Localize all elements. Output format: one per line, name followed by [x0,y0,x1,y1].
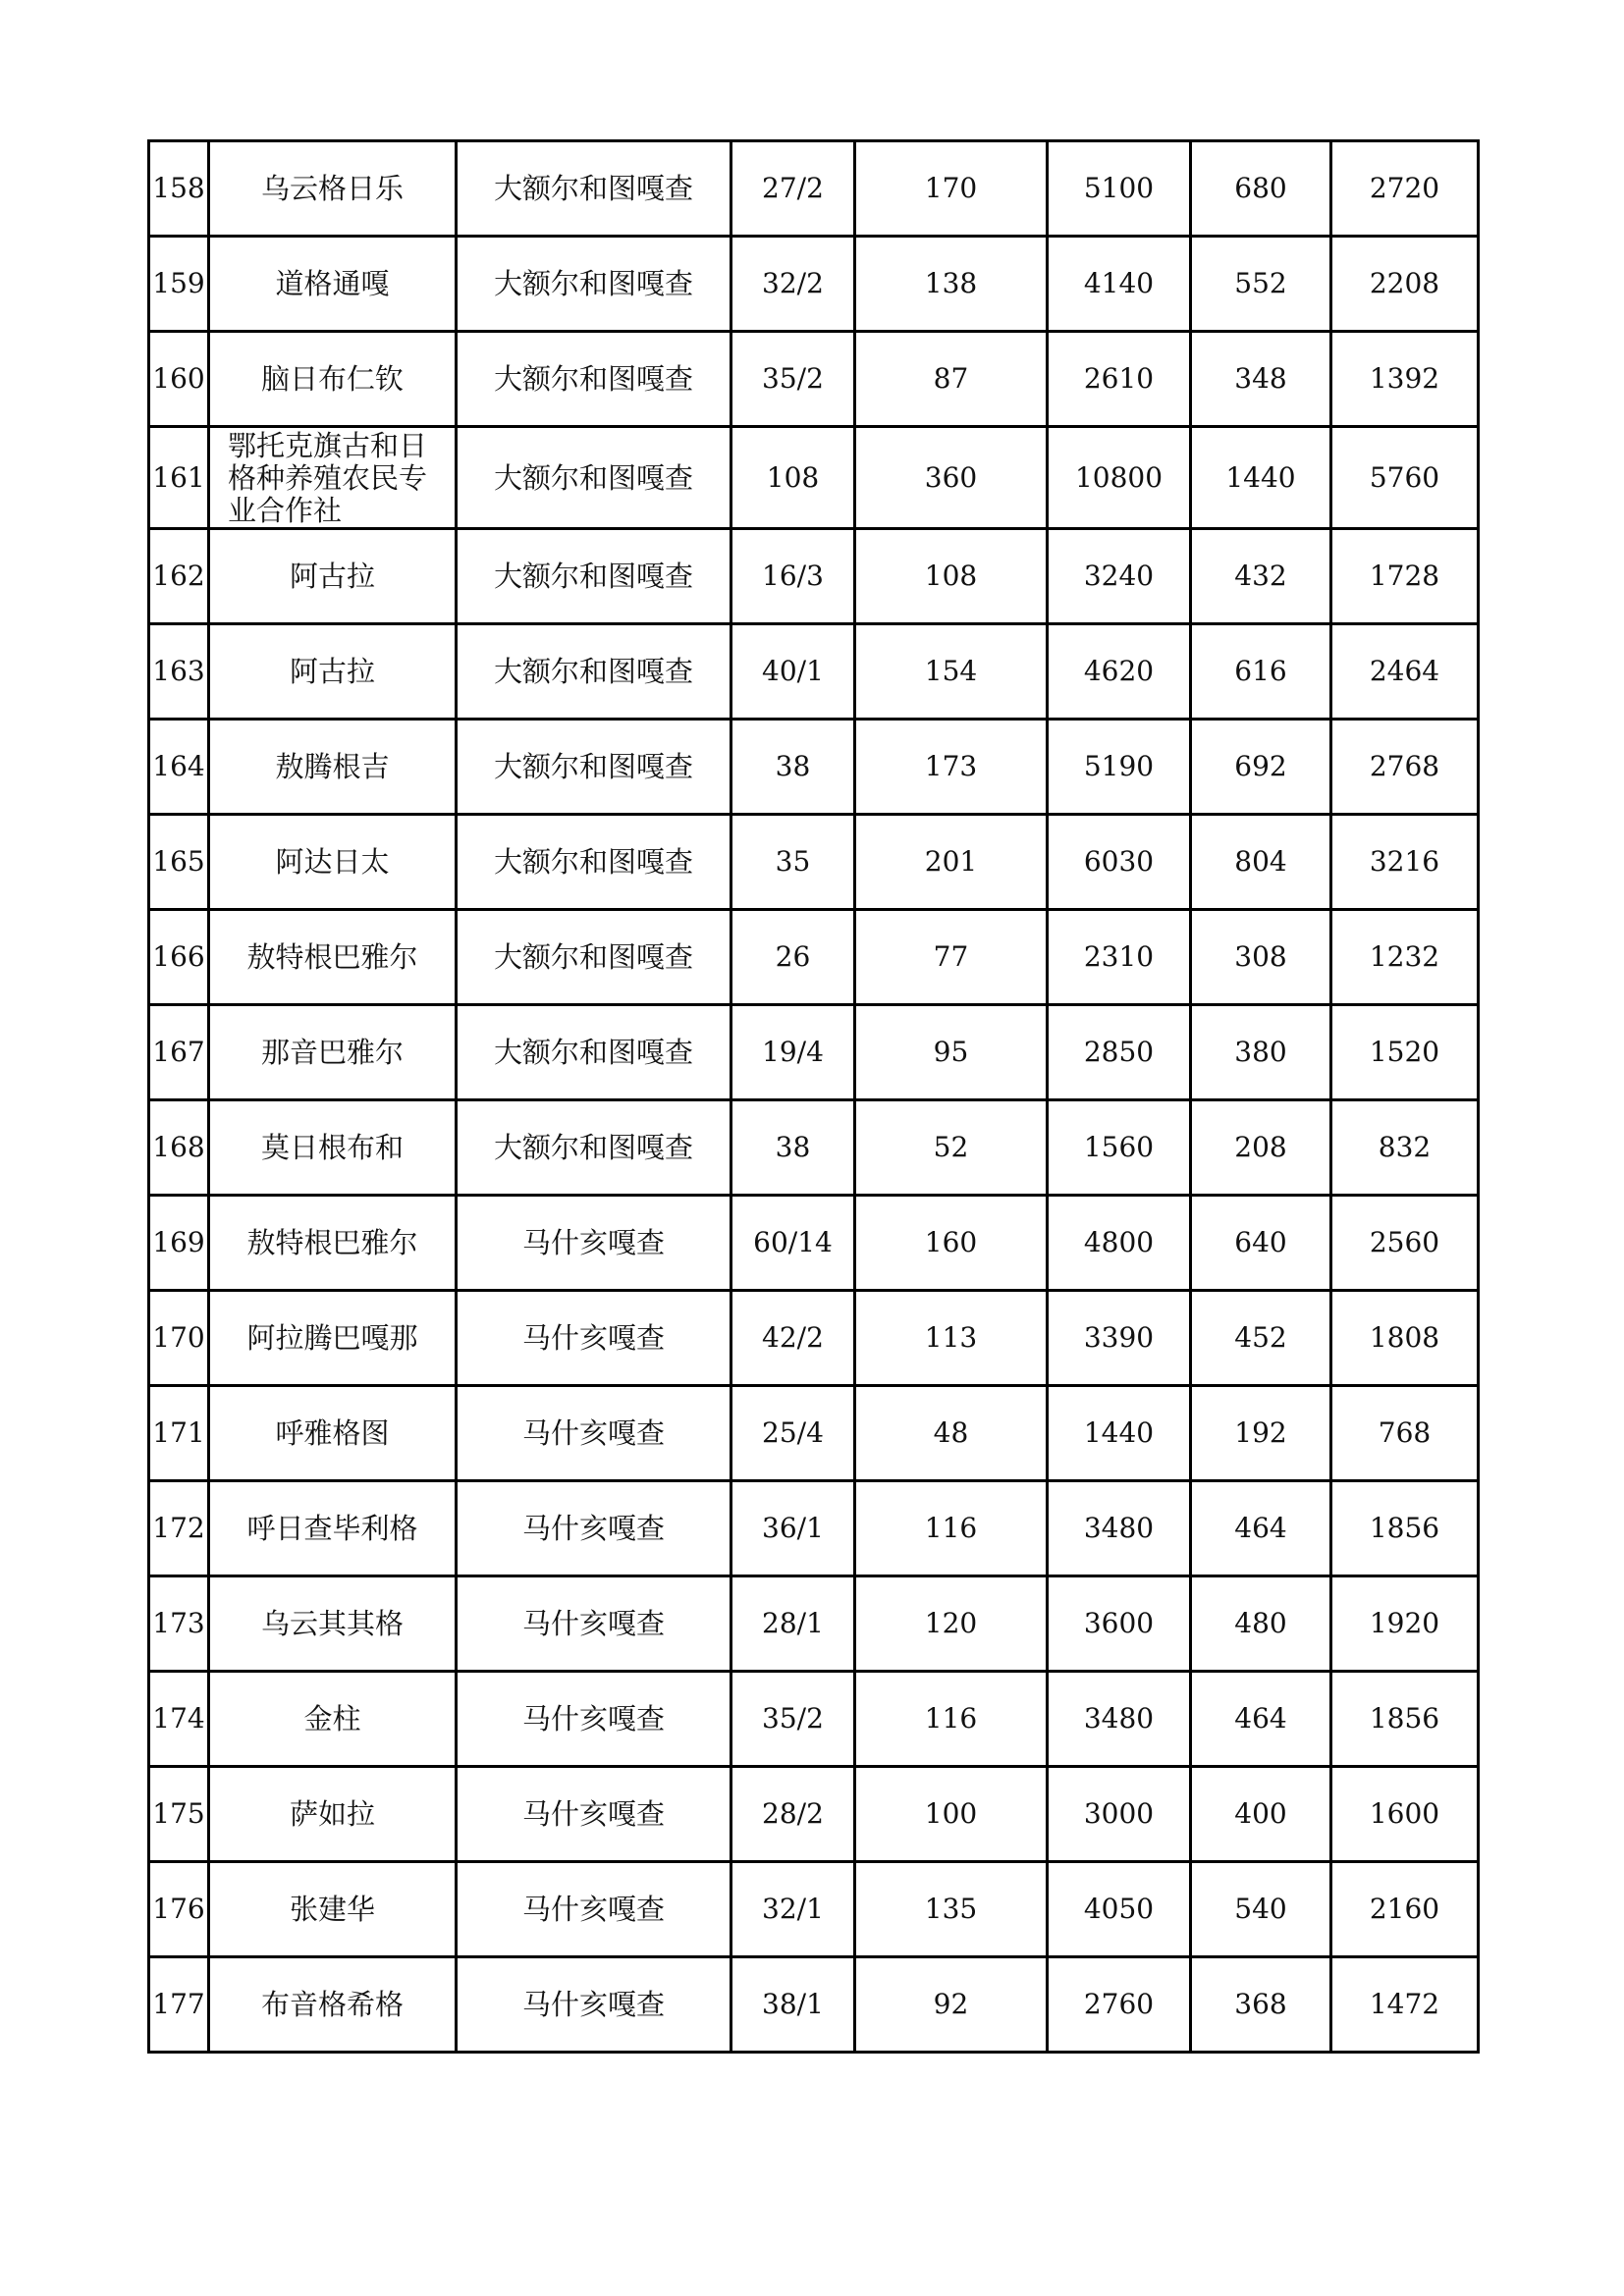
area-cell: 113 [855,1291,1048,1386]
total-cell: 10800 [1048,427,1191,529]
plot-cell: 38 [731,1100,855,1196]
row-number: 172 [149,1481,209,1576]
total-cell: 4140 [1048,237,1191,332]
value-cell: 192 [1191,1386,1331,1481]
total-cell: 3600 [1048,1576,1191,1672]
plot-cell: 38/1 [731,1957,855,2053]
row-number: 162 [149,529,209,624]
total-cell: 5190 [1048,720,1191,815]
value-cell: 692 [1191,720,1331,815]
total-cell: 2310 [1048,910,1191,1005]
value-cell: 2208 [1331,237,1479,332]
table-row [149,1196,1479,1291]
plot-cell: 108 [731,427,855,529]
row-number: 161 [149,427,209,529]
area-cell: 173 [855,720,1048,815]
name-cell: 敖腾根吉 [209,720,457,815]
name-cell: 乌云其其格 [209,1576,457,1672]
table-row [149,1862,1479,1957]
value-cell: 1392 [1331,332,1479,427]
plot-cell: 32/1 [731,1862,855,1957]
value-cell: 616 [1191,624,1331,720]
total-cell: 6030 [1048,815,1191,910]
name-cell: 呼日查毕利格 [209,1481,457,1576]
name-cell: 阿拉腾巴嘎那 [209,1291,457,1386]
area-cell: 116 [855,1672,1048,1767]
table-row [149,815,1479,910]
area-cell: 108 [855,529,1048,624]
table-row [149,1386,1479,1481]
table-row [149,332,1479,427]
location-cell: 马什亥嘎查 [457,1957,731,2053]
area-cell: 77 [855,910,1048,1005]
data-table [147,139,1480,2054]
area-cell: 160 [855,1196,1048,1291]
table-row [149,427,1479,529]
name-cell: 阿古拉 [209,529,457,624]
total-cell: 5100 [1048,141,1191,237]
row-number: 158 [149,141,209,237]
value-cell: 380 [1191,1005,1331,1100]
area-cell: 92 [855,1957,1048,2053]
plot-cell: 42/2 [731,1291,855,1386]
name-cell: 萨如拉 [209,1767,457,1862]
row-number: 168 [149,1100,209,1196]
name-cell: 敖特根巴雅尔 [209,910,457,1005]
plot-cell: 36/1 [731,1481,855,1576]
name-cell: 脑日布仁钦 [209,332,457,427]
total-cell: 1440 [1048,1386,1191,1481]
value-cell: 1920 [1331,1576,1479,1672]
value-cell: 832 [1331,1100,1479,1196]
plot-cell: 40/1 [731,624,855,720]
row-number: 166 [149,910,209,1005]
table-row [149,720,1479,815]
row-number: 160 [149,332,209,427]
name-cell: 布音格希格 [209,1957,457,2053]
value-cell: 1520 [1331,1005,1479,1100]
plot-cell: 26 [731,910,855,1005]
value-cell: 2720 [1331,141,1479,237]
area-cell: 170 [855,141,1048,237]
row-number: 164 [149,720,209,815]
location-cell: 大额尔和图嘎查 [457,1100,731,1196]
location-cell: 大额尔和图嘎查 [457,720,731,815]
plot-cell: 28/1 [731,1576,855,1672]
value-cell: 552 [1191,237,1331,332]
plot-cell: 35/2 [731,332,855,427]
row-number: 165 [149,815,209,910]
row-number: 177 [149,1957,209,2053]
location-cell: 马什亥嘎查 [457,1481,731,1576]
total-cell: 4050 [1048,1862,1191,1957]
value-cell: 1472 [1331,1957,1479,2053]
name-cell: 乌云格日乐 [209,141,457,237]
value-cell: 1600 [1331,1767,1479,1862]
value-cell: 804 [1191,815,1331,910]
location-cell: 大额尔和图嘎查 [457,141,731,237]
table-row [149,1481,1479,1576]
name-cell: 阿古拉 [209,624,457,720]
row-number: 163 [149,624,209,720]
table-row [149,1291,1479,1386]
value-cell: 1856 [1331,1672,1479,1767]
name-cell: 莫日根布和 [209,1100,457,1196]
total-cell: 4620 [1048,624,1191,720]
table-row [149,141,1479,237]
plot-cell: 27/2 [731,141,855,237]
value-cell: 5760 [1331,427,1479,529]
plot-cell: 32/2 [731,237,855,332]
table-row [149,1957,1479,2053]
value-cell: 1808 [1331,1291,1479,1386]
area-cell: 360 [855,427,1048,529]
total-cell: 3240 [1048,529,1191,624]
value-cell: 1728 [1331,529,1479,624]
location-cell: 大额尔和图嘎查 [457,910,731,1005]
location-cell: 马什亥嘎查 [457,1672,731,1767]
value-cell: 2160 [1331,1862,1479,1957]
row-number: 170 [149,1291,209,1386]
location-cell: 马什亥嘎查 [457,1862,731,1957]
value-cell: 1232 [1331,910,1479,1005]
area-cell: 52 [855,1100,1048,1196]
value-cell: 464 [1191,1481,1331,1576]
row-number: 173 [149,1576,209,1672]
area-cell: 95 [855,1005,1048,1100]
row-number: 159 [149,237,209,332]
value-cell: 1440 [1191,427,1331,529]
name-cell: 那音巴雅尔 [209,1005,457,1100]
plot-cell: 35/2 [731,1672,855,1767]
plot-cell: 25/4 [731,1386,855,1481]
row-number: 175 [149,1767,209,1862]
plot-cell: 28/2 [731,1767,855,1862]
name-cell: 阿达日太 [209,815,457,910]
area-cell: 120 [855,1576,1048,1672]
location-cell: 马什亥嘎查 [457,1767,731,1862]
value-cell: 680 [1191,141,1331,237]
area-cell: 48 [855,1386,1048,1481]
area-cell: 116 [855,1481,1048,1576]
value-cell: 348 [1191,332,1331,427]
location-cell: 大额尔和图嘎查 [457,624,731,720]
table-row [149,1767,1479,1862]
name-cell: 金柱 [209,1672,457,1767]
table-row [149,237,1479,332]
row-number: 169 [149,1196,209,1291]
total-cell: 2610 [1048,332,1191,427]
total-cell: 2760 [1048,1957,1191,2053]
name-cell: 敖特根巴雅尔 [209,1196,457,1291]
plot-cell: 19/4 [731,1005,855,1100]
name-cell: 道格通嘎 [209,237,457,332]
value-cell: 308 [1191,910,1331,1005]
table-row [149,910,1479,1005]
value-cell: 1856 [1331,1481,1479,1576]
location-cell: 大额尔和图嘎查 [457,427,731,529]
area-cell: 138 [855,237,1048,332]
location-cell: 马什亥嘎查 [457,1386,731,1481]
area-cell: 154 [855,624,1048,720]
total-cell: 2850 [1048,1005,1191,1100]
row-number: 176 [149,1862,209,1957]
table-row [149,1672,1479,1767]
location-cell: 大额尔和图嘎查 [457,815,731,910]
table-row [149,529,1479,624]
total-cell: 1560 [1048,1100,1191,1196]
plot-cell: 35 [731,815,855,910]
plot-cell: 38 [731,720,855,815]
table-row [149,624,1479,720]
plot-cell: 16/3 [731,529,855,624]
value-cell: 3216 [1331,815,1479,910]
value-cell: 540 [1191,1862,1331,1957]
row-number: 171 [149,1386,209,1481]
area-cell: 87 [855,332,1048,427]
total-cell: 3480 [1048,1672,1191,1767]
name-cell: 呼雅格图 [209,1386,457,1481]
row-number: 174 [149,1672,209,1767]
value-cell: 2768 [1331,720,1479,815]
plot-cell: 60/14 [731,1196,855,1291]
total-cell: 3480 [1048,1481,1191,1576]
location-cell: 马什亥嘎查 [457,1576,731,1672]
value-cell: 208 [1191,1100,1331,1196]
location-cell: 大额尔和图嘎查 [457,237,731,332]
value-cell: 464 [1191,1672,1331,1767]
location-cell: 大额尔和图嘎查 [457,529,731,624]
table-body [149,141,1479,2053]
value-cell: 400 [1191,1767,1331,1862]
total-cell: 3000 [1048,1767,1191,1862]
location-cell: 马什亥嘎查 [457,1196,731,1291]
table-row [149,1576,1479,1672]
area-cell: 201 [855,815,1048,910]
value-cell: 452 [1191,1291,1331,1386]
value-cell: 368 [1191,1957,1331,2053]
value-cell: 640 [1191,1196,1331,1291]
table-row [149,1100,1479,1196]
total-cell: 4800 [1048,1196,1191,1291]
location-cell: 大额尔和图嘎查 [457,332,731,427]
area-cell: 100 [855,1767,1048,1862]
value-cell: 2464 [1331,624,1479,720]
table-row [149,1005,1479,1100]
value-cell: 432 [1191,529,1331,624]
total-cell: 3390 [1048,1291,1191,1386]
value-cell: 768 [1331,1386,1479,1481]
name-cell: 张建华 [209,1862,457,1957]
value-cell: 2560 [1331,1196,1479,1291]
location-cell: 马什亥嘎查 [457,1291,731,1386]
name-cell: 鄂托克旗古和日格种养殖农民专业合作社 [209,427,457,529]
area-cell: 135 [855,1862,1048,1957]
location-cell: 大额尔和图嘎查 [457,1005,731,1100]
row-number: 167 [149,1005,209,1100]
value-cell: 480 [1191,1576,1331,1672]
